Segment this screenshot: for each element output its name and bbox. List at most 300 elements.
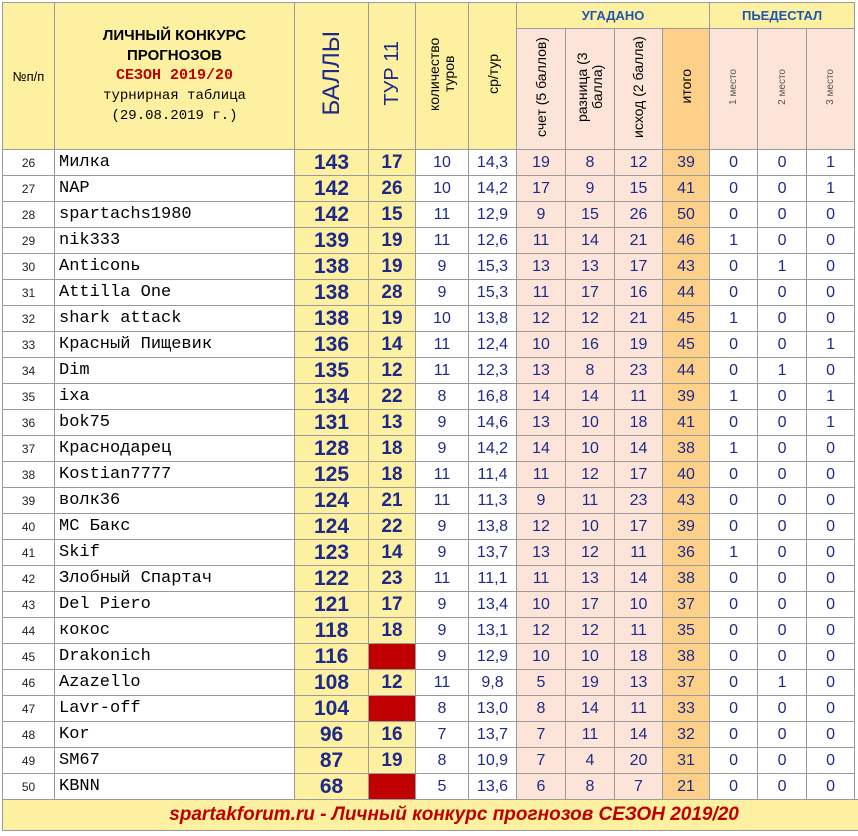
guessed-score: 11 [517,280,566,306]
guessed-total: 44 [663,280,710,306]
guessed-outcome: 16 [615,280,663,306]
guessed-diff: 10 [566,514,615,540]
table-row [3,540,858,566]
guessed-diff: 15 [566,202,615,228]
tour-value: 19 [369,306,416,332]
guessed-outcome: 11 [615,540,663,566]
podium-second: 0 [758,774,807,800]
player-name: Anticonь [55,254,295,280]
row-number: 40 [3,514,55,540]
player-name: Краснодарец [55,436,295,462]
tours-count: 9 [416,254,469,280]
avg-per-tour: 12,3 [469,358,517,384]
avg-per-tour: 11,3 [469,488,517,514]
row-number: 43 [3,592,55,618]
tours-count: 11 [416,462,469,488]
guessed-outcome: 19 [615,332,663,358]
tours-count: 9 [416,540,469,566]
podium-second: 1 [758,254,807,280]
podium-third: 0 [807,202,855,228]
tour-value [369,696,416,722]
podium-second: 0 [758,644,807,670]
podium-third: 0 [807,488,855,514]
title-season: СЕЗОН 2019/20 [115,67,234,84]
points-value: 116 [295,644,369,670]
podium-first: 0 [710,150,758,176]
tours-count: 8 [416,696,469,722]
points-value: 142 [295,202,369,228]
podium-second: 0 [758,228,807,254]
tour-value: 13 [369,410,416,436]
table-row [3,202,858,228]
table-row [3,696,858,722]
podium-first: 0 [710,722,758,748]
guessed-score: 11 [517,228,566,254]
tour-value [369,644,416,670]
avg-per-tour: 11,4 [469,462,517,488]
tours-count: 9 [416,514,469,540]
podium-first: 1 [710,436,758,462]
avg-per-tour: 13,8 [469,306,517,332]
table-row [3,618,858,644]
row-number: 34 [3,358,55,384]
podium-second: 0 [758,722,807,748]
guessed-total: 43 [663,254,710,280]
tour-value: 19 [369,254,416,280]
tour-value: 16 [369,722,416,748]
points-value: 138 [295,254,369,280]
tour-value: 15 [369,202,416,228]
header-total: итого [663,29,710,150]
podium-first: 0 [710,748,758,774]
row-number: 36 [3,410,55,436]
tour-value: 17 [369,592,416,618]
guessed-outcome: 21 [615,306,663,332]
guessed-score: 10 [517,644,566,670]
podium-first: 0 [710,332,758,358]
title-date: (29.08.2019 г.) [111,108,238,124]
podium-first: 0 [710,488,758,514]
guessed-score: 12 [517,618,566,644]
guessed-outcome: 17 [615,254,663,280]
podium-third: 1 [807,384,855,410]
podium-second: 0 [758,202,807,228]
points-value: 121 [295,592,369,618]
row-number: 38 [3,462,55,488]
guessed-outcome: 23 [615,488,663,514]
avg-per-tour: 13,6 [469,774,517,800]
podium-third: 0 [807,618,855,644]
tour-value: 12 [369,670,416,696]
tours-count: 10 [416,176,469,202]
tours-count: 11 [416,332,469,358]
table-row [3,358,858,384]
header-outcome: исход (2 балла) [615,29,663,150]
guessed-score: 13 [517,410,566,436]
header-diff: разница (3 балла) [566,29,615,150]
table-row [3,384,858,410]
podium-first: 0 [710,410,758,436]
tour-value: 18 [369,436,416,462]
podium-first: 0 [710,514,758,540]
podium-third: 0 [807,358,855,384]
table-row [3,254,858,280]
table-row [3,332,858,358]
avg-per-tour: 12,9 [469,644,517,670]
row-number: 41 [3,540,55,566]
table-row [3,306,858,332]
guessed-score: 5 [517,670,566,696]
points-value: 128 [295,436,369,462]
podium-first: 1 [710,384,758,410]
podium-second: 0 [758,488,807,514]
tours-count: 8 [416,384,469,410]
guessed-diff: 19 [566,670,615,696]
podium-third: 0 [807,462,855,488]
avg-per-tour: 13,7 [469,540,517,566]
podium-third: 0 [807,254,855,280]
guessed-total: 31 [663,748,710,774]
podium-first: 0 [710,774,758,800]
row-number: 47 [3,696,55,722]
table-row [3,722,858,748]
podium-third: 0 [807,722,855,748]
table-row [3,150,858,176]
guessed-diff: 13 [566,254,615,280]
podium-second: 0 [758,592,807,618]
podium-second: 0 [758,514,807,540]
guessed-diff: 12 [566,618,615,644]
guessed-score: 13 [517,540,566,566]
player-name: Attilla One [55,280,295,306]
guessed-score: 19 [517,150,566,176]
guessed-score: 7 [517,748,566,774]
podium-second: 0 [758,410,807,436]
guessed-score: 14 [517,436,566,462]
player-name: Azazello [55,670,295,696]
guessed-diff: 8 [566,150,615,176]
guessed-score: 12 [517,514,566,540]
avg-per-tour: 15,3 [469,280,517,306]
points-value: 108 [295,670,369,696]
tours-count: 9 [416,410,469,436]
table-row [3,514,858,540]
player-name: волк36 [55,488,295,514]
table-row [3,592,858,618]
header-guessed-group: УГАДАНО [517,3,710,29]
tours-count: 9 [416,618,469,644]
guessed-total: 39 [663,514,710,540]
guessed-score: 10 [517,332,566,358]
player-name: Милка [55,150,295,176]
header-points: БАЛЛЫ [295,3,369,150]
table-row [3,436,858,462]
guessed-total: 43 [663,488,710,514]
podium-second: 0 [758,280,807,306]
podium-third: 0 [807,696,855,722]
podium-first: 1 [710,540,758,566]
header-place1: 1 место [710,29,758,150]
guessed-outcome: 14 [615,436,663,462]
avg-per-tour: 14,2 [469,436,517,462]
podium-second: 0 [758,540,807,566]
header-place2: 2 место [758,29,807,150]
avg-per-tour: 12,6 [469,228,517,254]
podium-third: 1 [807,150,855,176]
table-row [3,280,858,306]
points-value: 104 [295,696,369,722]
points-value: 138 [295,280,369,306]
points-value: 118 [295,618,369,644]
table-row [3,670,858,696]
podium-third: 0 [807,306,855,332]
guessed-outcome: 26 [615,202,663,228]
podium-second: 0 [758,696,807,722]
avg-per-tour: 13,0 [469,696,517,722]
table-row [3,462,858,488]
header-avg: ср/тур [469,3,517,150]
points-value: 135 [295,358,369,384]
player-name: nik333 [55,228,295,254]
podium-second: 1 [758,358,807,384]
guessed-diff: 10 [566,644,615,670]
podium-third: 1 [807,176,855,202]
player-name: Skif [55,540,295,566]
row-number: 28 [3,202,55,228]
table-row [3,228,858,254]
podium-third: 1 [807,410,855,436]
guessed-outcome: 11 [615,696,663,722]
guessed-score: 12 [517,306,566,332]
standings-table [2,2,858,831]
guessed-total: 50 [663,202,710,228]
tour-value: 23 [369,566,416,592]
guessed-total: 38 [663,644,710,670]
header-title-block [55,3,295,150]
guessed-outcome: 7 [615,774,663,800]
guessed-outcome: 21 [615,228,663,254]
guessed-total: 45 [663,306,710,332]
guessed-diff: 14 [566,696,615,722]
podium-third: 0 [807,514,855,540]
player-name: Drakonich [55,644,295,670]
guessed-diff: 12 [566,462,615,488]
guessed-outcome: 14 [615,566,663,592]
guessed-total: 41 [663,410,710,436]
table-row [3,748,858,774]
title-line1: ЛИЧНЫЙ КОНКУРС [102,27,247,44]
points-value: 125 [295,462,369,488]
guessed-diff: 10 [566,436,615,462]
guessed-outcome: 15 [615,176,663,202]
player-name: Kostian7777 [55,462,295,488]
tours-count: 10 [416,150,469,176]
points-value: 124 [295,514,369,540]
tour-value: 21 [369,488,416,514]
guessed-score: 13 [517,254,566,280]
player-name: Del Piero [55,592,295,618]
podium-second: 0 [758,618,807,644]
tours-count: 9 [416,436,469,462]
guessed-score: 11 [517,462,566,488]
points-value: 96 [295,722,369,748]
guessed-outcome: 17 [615,462,663,488]
player-name: кокос [55,618,295,644]
points-value: 122 [295,566,369,592]
avg-per-tour: 14,2 [469,176,517,202]
header-num: №п/п [3,3,55,150]
guessed-total: 35 [663,618,710,644]
points-value: 138 [295,306,369,332]
guessed-outcome: 11 [615,618,663,644]
player-name: bok75 [55,410,295,436]
podium-third: 0 [807,644,855,670]
guessed-score: 6 [517,774,566,800]
guessed-diff: 8 [566,358,615,384]
podium-first: 0 [710,618,758,644]
points-value: 123 [295,540,369,566]
row-number: 31 [3,280,55,306]
guessed-outcome: 18 [615,410,663,436]
points-value: 131 [295,410,369,436]
podium-third: 0 [807,748,855,774]
header-score: счет (5 баллов) [517,29,566,150]
podium-first: 0 [710,254,758,280]
guessed-total: 21 [663,774,710,800]
guessed-diff: 9 [566,176,615,202]
guessed-diff: 14 [566,384,615,410]
points-value: 139 [295,228,369,254]
row-number: 26 [3,150,55,176]
podium-second: 0 [758,150,807,176]
podium-first: 0 [710,592,758,618]
guessed-outcome: 23 [615,358,663,384]
tours-count: 8 [416,748,469,774]
guessed-diff: 8 [566,774,615,800]
guessed-outcome: 17 [615,514,663,540]
guessed-total: 36 [663,540,710,566]
guessed-diff: 12 [566,306,615,332]
podium-second: 0 [758,176,807,202]
table-body [3,150,858,800]
avg-per-tour: 10,9 [469,748,517,774]
guessed-total: 41 [663,176,710,202]
tour-value: 22 [369,384,416,410]
podium-second: 1 [758,670,807,696]
avg-per-tour: 15,3 [469,254,517,280]
podium-first: 0 [710,644,758,670]
player-name: Lavr-off [55,696,295,722]
row-number: 48 [3,722,55,748]
row-number: 27 [3,176,55,202]
row-number: 29 [3,228,55,254]
guessed-score: 7 [517,722,566,748]
tour-value: 26 [369,176,416,202]
avg-per-tour: 13,8 [469,514,517,540]
player-name: KBNN [55,774,295,800]
guessed-diff: 13 [566,566,615,592]
guessed-diff: 11 [566,722,615,748]
footer-banner: spartakforum.ru - Личный конкурс прогнозов СЕЗОН 2019/20 [3,800,858,831]
row-number: 45 [3,644,55,670]
player-name: MC Бакс [55,514,295,540]
points-value: 142 [295,176,369,202]
player-name: spartachs1980 [55,202,295,228]
podium-third: 1 [807,332,855,358]
table-row [3,176,858,202]
tour-value: 28 [369,280,416,306]
tour-value: 14 [369,540,416,566]
avg-per-tour: 12,4 [469,332,517,358]
guessed-score: 11 [517,566,566,592]
row-number: 39 [3,488,55,514]
guessed-score: 13 [517,358,566,384]
player-name: Красный Пищевик [55,332,295,358]
points-value: 87 [295,748,369,774]
table-row [3,644,858,670]
podium-first: 1 [710,228,758,254]
guessed-outcome: 20 [615,748,663,774]
row-number: 49 [3,748,55,774]
guessed-outcome: 18 [615,644,663,670]
podium-second: 0 [758,462,807,488]
guessed-score: 9 [517,202,566,228]
header-place3: 3 место [807,29,855,150]
tours-count: 10 [416,306,469,332]
guessed-total: 39 [663,150,710,176]
player-name: shark attack [55,306,295,332]
tours-count: 11 [416,202,469,228]
guessed-score: 14 [517,384,566,410]
guessed-diff: 11 [566,488,615,514]
guessed-total: 44 [663,358,710,384]
header-podium-group: ПЬЕДЕСТАЛ [710,3,855,29]
guessed-diff: 4 [566,748,615,774]
guessed-outcome: 14 [615,722,663,748]
points-value: 136 [295,332,369,358]
guessed-total: 45 [663,332,710,358]
podium-third: 0 [807,540,855,566]
podium-third: 0 [807,228,855,254]
avg-per-tour: 12,9 [469,202,517,228]
tours-count: 9 [416,280,469,306]
guessed-total: 39 [663,384,710,410]
guessed-diff: 16 [566,332,615,358]
podium-first: 0 [710,358,758,384]
row-number: 46 [3,670,55,696]
guessed-outcome: 10 [615,592,663,618]
points-value: 68 [295,774,369,800]
player-name: Kor [55,722,295,748]
player-name: Злобный Спартач [55,566,295,592]
guessed-diff: 12 [566,540,615,566]
podium-first: 0 [710,202,758,228]
guessed-score: 8 [517,696,566,722]
title-subtitle: турнирная таблица [103,88,246,104]
points-value: 124 [295,488,369,514]
row-number: 32 [3,306,55,332]
guessed-total: 40 [663,462,710,488]
podium-first: 0 [710,566,758,592]
table-row [3,566,858,592]
avg-per-tour: 13,1 [469,618,517,644]
avg-per-tour: 11,1 [469,566,517,592]
avg-per-tour: 14,3 [469,150,517,176]
points-value: 143 [295,150,369,176]
row-number: 50 [3,774,55,800]
table-row [3,774,858,800]
guessed-score: 10 [517,592,566,618]
